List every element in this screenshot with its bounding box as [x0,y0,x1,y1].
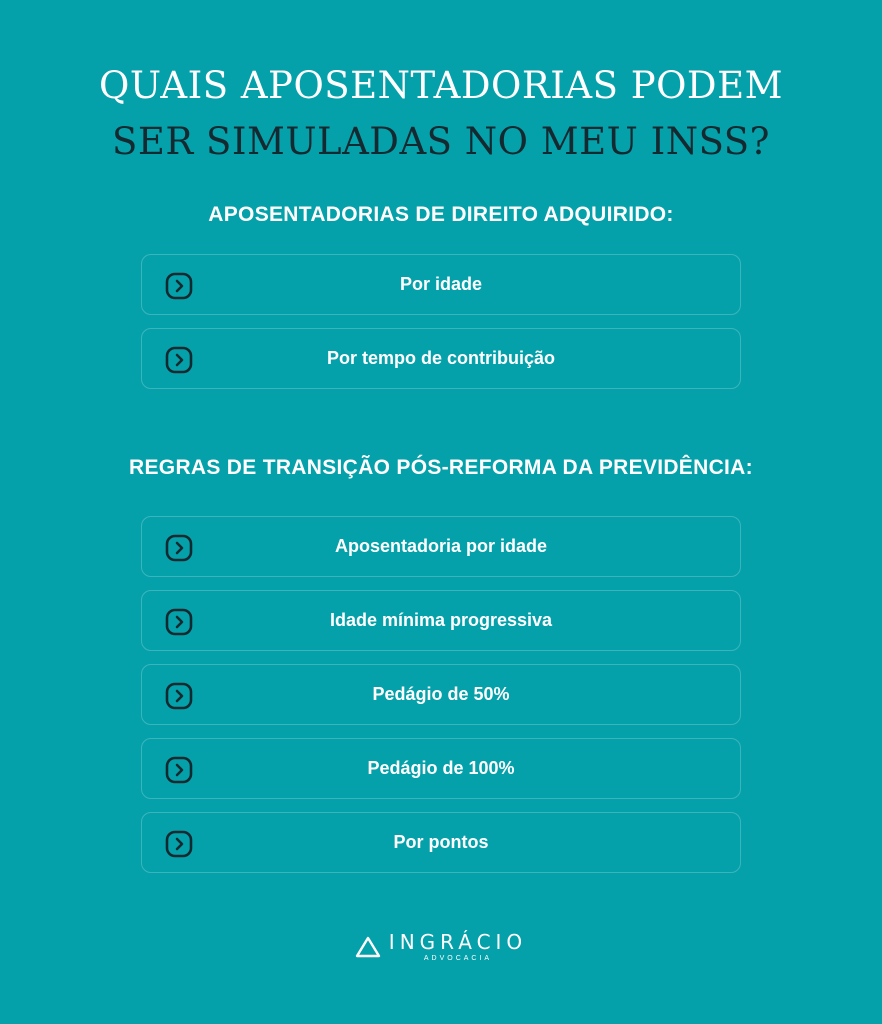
title-line-2: SER SIMULADAS NO MEU INSS? [112,120,770,163]
logo-name: INGRÁCIO [388,930,528,954]
brand-logo [0,930,882,963]
acquired-right-list [141,254,741,402]
logo-subtitle: ADVOCACIA [423,955,493,962]
title-line-1: QUAIS APOSENTADORIAS PODEM [99,64,783,107]
list-item[interactable] [141,738,741,799]
list-item[interactable] [141,328,741,389]
page-title [0,58,882,170]
section-heading-acquired-right: APOSENTADORIAS DE DIREITO ADQUIRIDO: [208,203,674,226]
list-item[interactable] [141,590,741,651]
triangle-logo-icon [355,936,381,958]
list-item[interactable] [141,516,741,577]
list-item[interactable] [141,254,741,315]
list-item-label: Por idade [399,274,483,294]
list-item-label: Aposentadoria por idade [334,536,548,556]
list-item-label: Idade mínima progressiva [329,610,553,630]
transition-rules-list [141,516,741,886]
section-heading-transition-rules: REGRAS DE TRANSIÇÃO PÓS-REFORMA DA PREVIDÊNCIA: [129,456,753,479]
list-item[interactable] [141,664,741,725]
list-item-label: Pedágio de 100% [367,758,515,778]
list-item-label: Por pontos [393,832,489,852]
list-item-label: Pedágio de 50% [372,684,510,704]
list-item-label: Por tempo de contribuição [326,348,556,368]
list-item[interactable] [141,812,741,873]
